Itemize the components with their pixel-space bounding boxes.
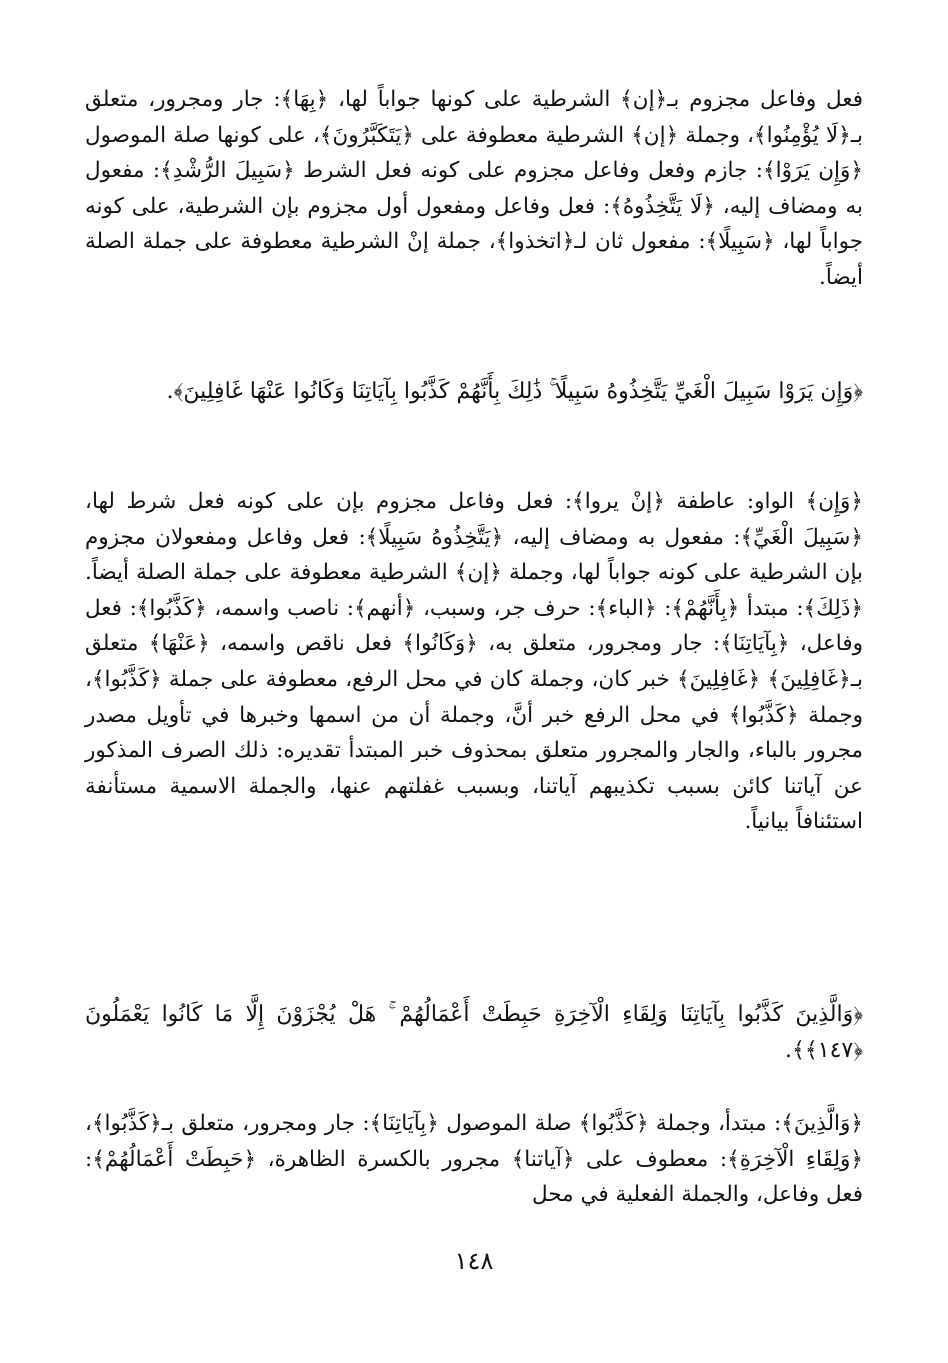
quran-verse: ﴿وَالَّذِينَ كَذَّبُوا بِآيَاتِنَا وَلِقَاءِ الْآخِرَةِ حَبِطَتْ أَعْمَالُهُمْ ۚ هَلْ يُجْزَوْنَ إِلَّا مَا كَانُوا يَعْمَلُونَ ﴿١٤٧﴾﴾. xyxy=(85,1002,863,1063)
commentary-paragraph: فعل وفاعل مجزوم بـ﴿إن﴾ الشرطية على كونها جواباً لها، ﴿بِهَا﴾: جار ومجرور، متعلق بـ﴿لَا يُؤْمِنُوا﴾، وجملة ﴿إن﴾ الشرطية معطوفة على ﴿يَتَكَبَّرُونَ﴾، على كونها صلة الموصول ﴿وَإِن يَرَوْا﴾: جازم وفعل وفاعل مجزوم على كونه فعل الشرط ﴿سَبِيلَ الرُّشْدِ﴾: مفعول به ومضاف إليه، ﴿لَا يَتَّخِذُوهُ﴾: فعل وفاعل ومفعول أول مجزوم بإن الشرطية، على كونه جواباً لها، ﴿سَبِيلًا﴾: مفعول ثان لـ﴿اتخذوا﴾، جملة إنْ الشرطية معطوفة على جملة الصلة أيضاً. xyxy=(85,87,863,290)
commentary-paragraph: ﴿وَإِن﴾ الواو: عاطفة ﴿إنْ يروا﴾: فعل وفاعل مجزوم بإن على كونه فعل شرط لها، ﴿سَبِيلَ الْغَيِّ﴾: مفعول به ومضاف إليه، ﴿يَتَّخِذُوهُ سَبِيلًا﴾: فعل وفاعل ومفعولان مجزوم بإن الشرطية على كونه جواباً لها، وجملة ﴿إن﴾ الشرطية معطوفة على جملة الصلة أيضاً. ﴿ذَلِكَ﴾: مبتدأ ﴿بِأَنَّهُمْ﴾: ﴿الباء﴾: حرف جر، وسبب، ﴿أنهم﴾: ناصب واسمه، ﴿كَذَّبُوا﴾: فعل وفاعل، ﴿بِآيَاتِنَا﴾: جار ومجرور، متعلق به، ﴿وَكَانُوا﴾ فعل ناقص واسمه، ﴿عَنْهَا﴾ متعلق بـ﴿غَافِلِينَ﴾ ﴿غَافِلِينَ﴾ خبر كان، وجملة كان في محل الرفع، معطوفة على جملة ﴿كَذَّبُوا﴾، وجملة ﴿كَذَّبُوا﴾ في محل الرفع خبر أنَّ، وجملة أن من اسمها وخبرها في تأويل مصدر مجرور بالباء، والجار والمجرور متعلق بمحذوف خبر المبتدأ تقديره: ذلك الصرف المذكور عن آياتنا كائن بسبب تكذيبهم آياتنا، وبسبب غفلتهم عنها، والجملة الاسمية مستأنفة استئنافاً بيانياً. xyxy=(85,489,863,835)
quran-verse: ﴿وَإِن يَرَوْا سَبِيلَ الْغَيِّ يَتَّخِذُوهُ سَبِيلًا ۚ ذَٰلِكَ بِأَنَّهُمْ كَذَّبُوا بِآيَاتِنَا وَكَانُوا عَنْهَا غَافِلِينَ﴾. xyxy=(166,379,863,404)
page-number: ١٤٨ xyxy=(454,1247,494,1275)
commentary-paragraph: ﴿وَالَّذِينَ﴾: مبتدأ، وجملة ﴿كَذَّبُوا﴾ صلة الموصول ﴿بِآيَاتِنَا﴾: جار ومجرور، متعلق بـ﴿كَذَّبُوا﴾، ﴿وَلِقَاءِ الْآخِرَةِ﴾: معطوف على ﴿آياتنا﴾ مجرور بالكسرة الظاهرة، ﴿حَبِطَتْ أَعْمَالُهُمْ﴾: فعل وفاعل، والجملة الفعلية في محل xyxy=(85,1111,863,1208)
